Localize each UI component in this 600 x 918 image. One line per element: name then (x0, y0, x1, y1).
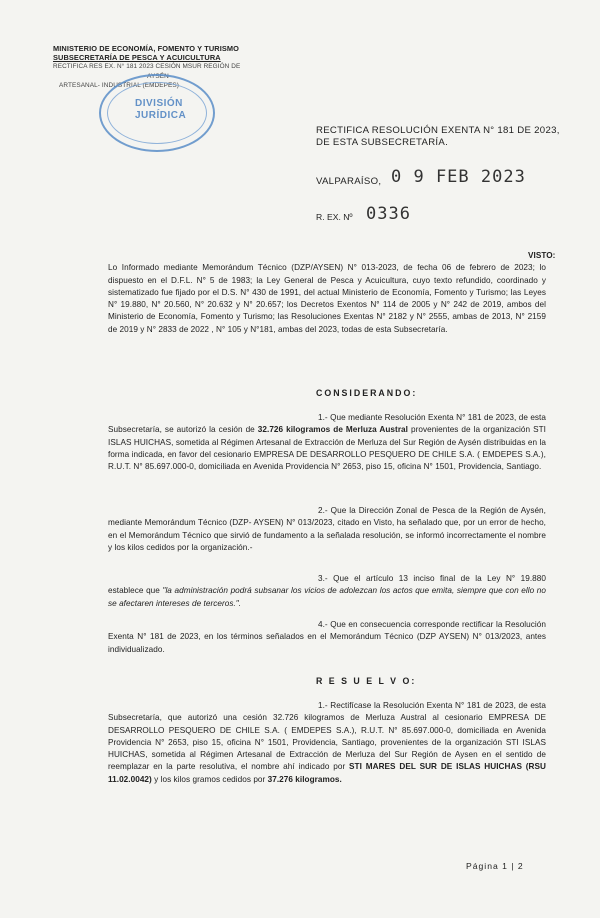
visto-text: Lo Informado mediante Memorándum Técnico (DZP/AYSEN) N° 013-2023, de fecha 06 de febrero de 2023; lo dispuesto en el D.F.L. N° 5 de 1983; la Ley General de Pesca y Acuicultura, cuyo texto refundido, coordinado y sistematizado fue fijado por el D.S. N° 430 de 1991, del actual Ministerio de Economía, Fomento y Turismo; las Leyes N° 19.880, N° 20.560, N° 20.632 y N° 20.657; los Decretos Exentos N° 114 de 2005 y N° 242 de 2019, ambos del Ministerio de Economía, Fomento y Turismo; las Resoluciones Exentas N° 2182 y N° 2555, ambas de 2013, N° 2159 de 2019 y N° 2833 de 2022 , N° 105 y N°181, ambas del 2023, todas de esta Subsecretaría. (108, 263, 546, 334)
stamp-line: DIVISIÓN (135, 98, 183, 109)
reference-line: AYSÉN (147, 72, 169, 80)
considerando-heading: CONSIDERANDO: (316, 388, 418, 398)
resuelvo-1-bold: 37.276 kilogramos. (267, 774, 342, 784)
considerando-3-text: 3.- Que el artículo 13 inciso final de la Ley N° 19.880 establece que (108, 574, 546, 596)
considerando-1 (108, 412, 546, 473)
resuelvo-1-text: 1.- Rectifícase la Resolución Exenta N° 181 de 2023, de esta Subsecretaría, que autorizó una cesión 32.726 kilogramos de Merluza Austral al cesionario EMPRESA DE DESARROLLO PESQUERO DE CHILE S.A. ( EMDEPES S.A.), R.U.T. N° 85.697.000-0, domiciliada en Avenida Providencia N° 2653, piso 15, oficina N° 1501, Providencia, Santiago, provenientes de la organización STI ISLAS HUICHAS, sometida al Régimen Artesanal de Extracción de Merluza del Sur Región de Aysen en el sentido de reemplazar en la parte resolutiva, el nombre ahí indicado por (108, 701, 546, 772)
title-line: DE ESTA SUBSECRETARÍA. (316, 137, 449, 148)
considerando-2-text: 2.- Que la Dirección Zonal de Pesca de la Región de Aysén, mediante Memorándum Técnico (DZP- AYSEN) N° 013/2023, citado en Visto, ha señalado que, por un error de hecho, en el Memorándum Técnico que sirvió de fundamento a la señalada resolución, se informó incorrectamente el nombre y los kilos cedidos por la organización.- (108, 506, 546, 552)
considerando-1-text: 1.- Que mediante Resolución Exenta N° 181 de 2023, de esta Subsecretaría, se autorizó la cesión de (108, 413, 546, 435)
reference-line: ARTESANAL- INDUSTRIAL (EMDEPES) (59, 81, 179, 89)
considerando-3-quote: "la administración podrá subsanar los vicios de adolezcan los actos que emita, siempre que con ello no se afectaren intereses de terceros.". (108, 586, 546, 608)
reference-line: RECTIFICA RES EX. N° 181 2023 CESIÓN MSUR REGIÓN DE (53, 63, 241, 71)
resuelvo-1 (108, 700, 546, 786)
title-line: RECTIFICA RESOLUCIÓN EXENTA N° 181 DE 2023, (316, 125, 560, 136)
considerando-3 (108, 573, 546, 610)
considerando-1-bold: 32.726 kilogramos de Merluza Austral (257, 425, 408, 435)
considerando-2 (108, 505, 546, 554)
considerando-4 (108, 619, 546, 656)
visto-label: VISTO: (528, 251, 556, 260)
resuelvo-1-bold: STI MARES DEL SUR DE ISLAS HUICHAS (RSU 11.02.0042) (108, 762, 546, 784)
visto-paragraph (108, 250, 556, 336)
ministry-name: MINISTERIO DE ECONOMÍA, FOMENTO Y TURISMO (53, 44, 240, 53)
resolution-number: 0336 (366, 204, 411, 224)
division-juridica-stamp (99, 74, 215, 152)
considerando-4-text: 4.- Que en consecuencia corresponde rectificar la Resolución Exenta N° 181 de 2023, en los términos señalados en el Memorándum Técnico (DZP AYSEN) N° 013/2023, antes individualizado. (108, 620, 546, 654)
page-number: Página 1 | 2 (466, 861, 524, 871)
resolution-number-label: R. EX. Nº (316, 212, 353, 222)
stamp-line: JURÍDICA (135, 110, 187, 121)
resuelvo-1-text: y los kilos gramos cedidos por (151, 774, 268, 784)
document-title (316, 125, 560, 149)
resuelvo-heading: R E S U E L V O: (316, 676, 417, 686)
date-stamp: 0 9 FEB 2023 (391, 167, 526, 187)
undersecretariat-name: SUBSECRETARÍA DE PESCA Y ACUICULTURA (53, 53, 221, 63)
considerando-1-text: provenientes de la organización STI ISLAS HUICHAS, sometida al Régimen Artesanal de Extracción de Merluza del Sur Región de Aysén distribuidas en la forma indicada, en favor del cesionario EMPRESA DE DESARROLLO PESQUERO DE CHILE S.A. ( EMDEPES S.A.), R.U.T. N° 85.697.000-0, domiciliada en Avenida Providencia N° 2653, piso 15, oficina N° 1501, Providencia, Santiago. (108, 425, 546, 472)
place-label: VALPARAÍSO, (316, 176, 382, 187)
